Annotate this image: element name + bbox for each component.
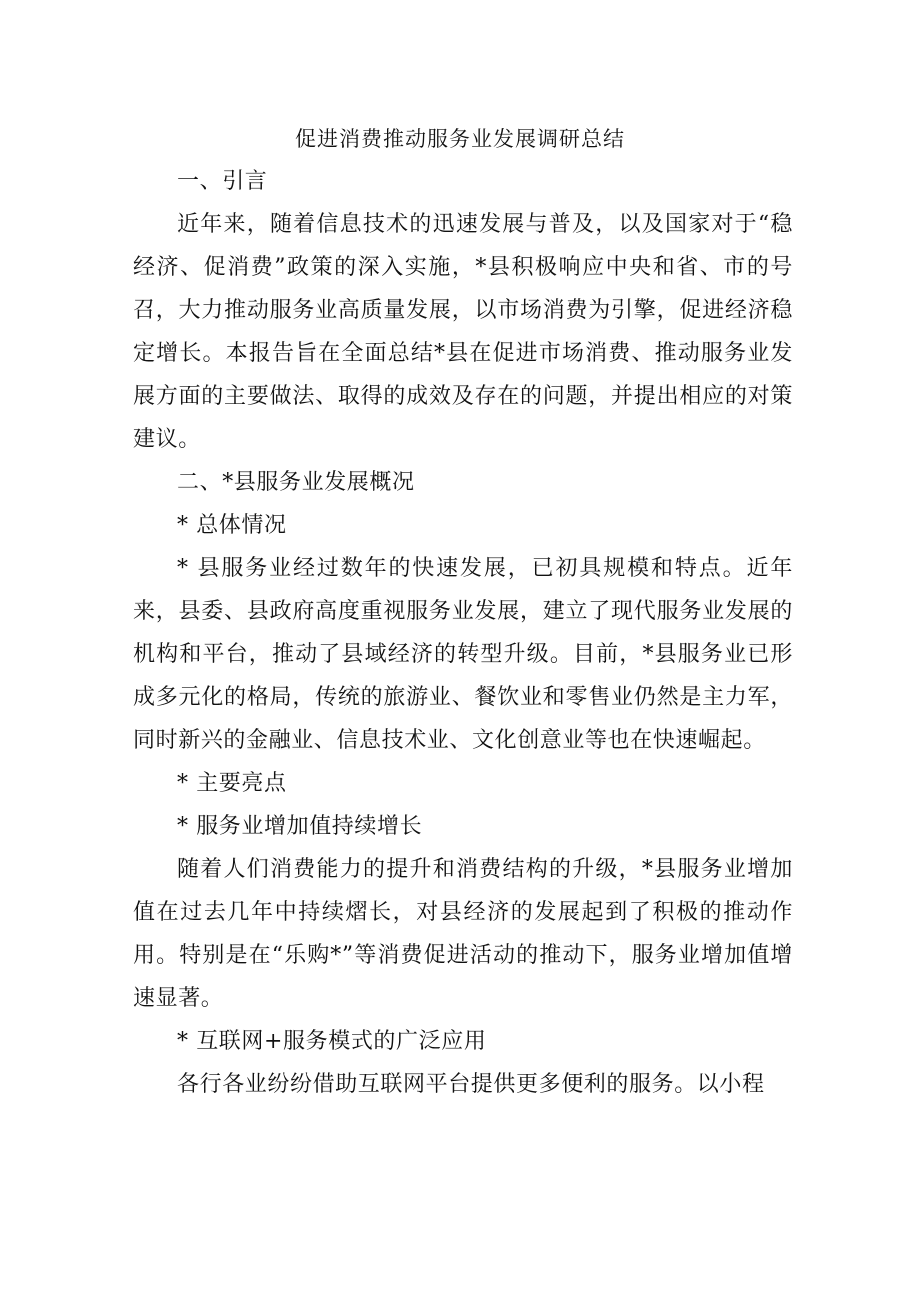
paragraph-internet-plus: 各行各业纷纷借助互联网平台提供更多便利的服务。以小程 [177, 1072, 765, 1097]
document-title: 促进消费推动服务业发展调研总结 [295, 127, 625, 151]
document-body [133, 160, 793, 1106]
paragraph-general: * 县服务业经过数年的快速发展，已初具规模和特点。近年来，县委、县政府高度重视服务业发展，建立了现代服务业发展的机构和平台，推动了县域经济的转型升级。目前，*县服务业已形成多元化的格局，传统的旅游业、餐饮业和零售业仍然是主力军，同时新兴的金融业、信息技术业、文化创意业等也在快速崛起。 [133, 556, 793, 753]
paragraph-value-added: 随着人们消费能力的提升和消费结构的升级，*县服务业增加值在过去几年中持续熠长，对县经济的发展起到了积极的推动作用。特别是在“乐购*”等消费促进活动的推动下，服务业增加值增速显著。 [133, 857, 793, 1011]
paragraph-intro: 近年来，随着信息技术的迅速发展与普及，以及国家对于“稳经济、促消费”政策的深入实施，*县积极响应中央和省、市的号召，大力推动服务业高质量发展，以市场消费为引擎，促进经济稳定增长。本报告旨在全面总结*县在促进市场消费、推动服务业发展方面的主要做法、取得的成效及存在的问题，并提出相应的对策建议。 [133, 212, 793, 452]
subheading-highlights: * 主要亮点 [177, 771, 287, 796]
section-heading-overview: 二、*县服务业发展概况 [177, 470, 415, 495]
section-heading-intro: 一、引言 [177, 169, 268, 194]
subheading-general: * 总体情况 [177, 513, 287, 538]
subheading-value-added: * 服务业增加值持续增长 [177, 814, 423, 839]
subheading-internet-plus: * 互联网+服务模式的广泛应用 [177, 1029, 487, 1054]
